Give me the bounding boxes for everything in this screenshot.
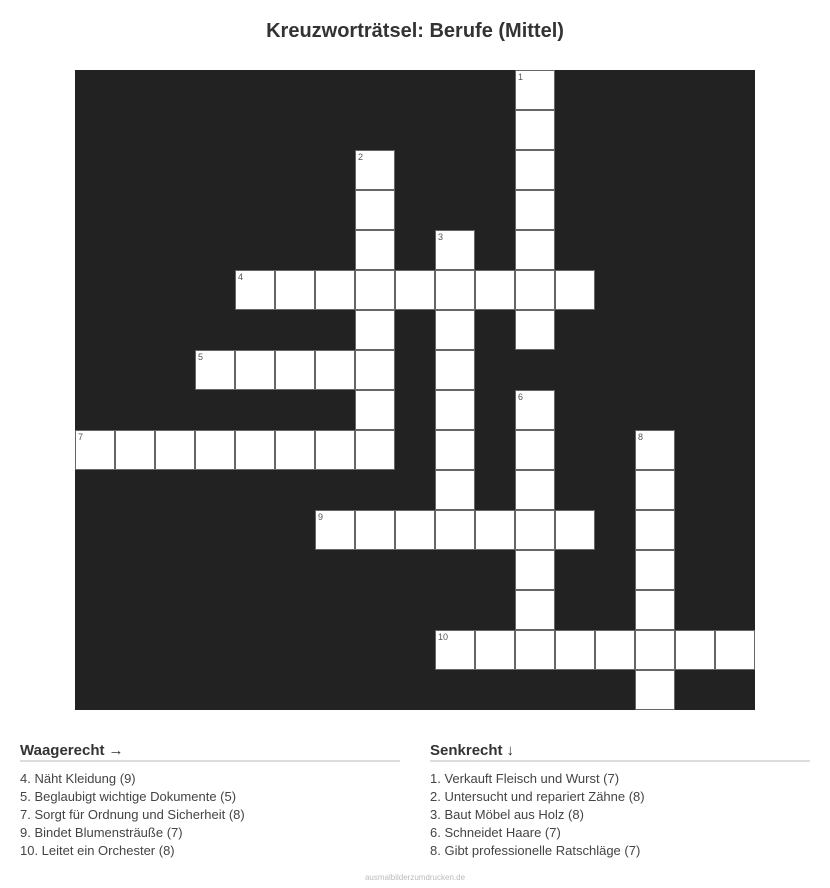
grid-cell[interactable] (235, 350, 275, 390)
clue-item: 6. Schneidet Haare (7) (430, 825, 561, 840)
grid-cell[interactable] (235, 430, 275, 470)
grid-cell[interactable] (115, 430, 155, 470)
clue-item: 10. Leitet ein Orchester (8) (20, 843, 175, 858)
clue-number: 9 (318, 512, 324, 522)
grid-cell[interactable] (315, 350, 355, 390)
clue-number: 7 (78, 432, 84, 442)
grid-cell[interactable] (635, 670, 675, 710)
grid-cell[interactable] (275, 430, 315, 470)
grid-cell[interactable] (395, 270, 435, 310)
grid-cell[interactable] (195, 350, 235, 390)
grid-cell[interactable] (75, 430, 115, 470)
across-heading-label: Waagerecht (20, 742, 105, 759)
grid-cell[interactable] (155, 430, 195, 470)
grid-cell[interactable] (635, 510, 675, 550)
grid-cell[interactable] (555, 630, 595, 670)
page-title: Kreuzworträtsel: Berufe (Mittel) (266, 20, 564, 42)
grid-cell[interactable] (275, 270, 315, 310)
grid-cell[interactable] (515, 590, 555, 630)
grid-cell[interactable] (435, 350, 475, 390)
grid-cell[interactable] (315, 430, 355, 470)
grid-cell[interactable] (475, 270, 515, 310)
grid-cell[interactable] (715, 630, 755, 670)
grid-cell[interactable] (355, 190, 395, 230)
grid-cell[interactable] (555, 510, 595, 550)
clue-number: 1 (518, 72, 524, 82)
clue-number: 2 (358, 152, 364, 162)
grid-cell[interactable] (355, 310, 395, 350)
across-clue-list (20, 770, 400, 860)
clue-number: 3 (438, 232, 444, 242)
grid-cell[interactable] (515, 510, 555, 550)
grid-cell[interactable] (515, 190, 555, 230)
grid-cell[interactable] (315, 510, 355, 550)
clue-item: 1. Verkauft Fleisch und Wurst (7) (430, 771, 620, 786)
grid-cell[interactable] (395, 510, 435, 550)
down-clues (430, 742, 810, 860)
grid-cell[interactable] (515, 70, 555, 110)
clue-item: 8. Gibt professionelle Ratschläge (7) (430, 843, 641, 858)
grid-cell[interactable] (355, 510, 395, 550)
across-clues (20, 742, 400, 860)
grid-cell[interactable] (515, 230, 555, 270)
right-arrow-icon: → (108, 742, 124, 759)
grid-cell[interactable] (515, 150, 555, 190)
grid-cell[interactable] (355, 430, 395, 470)
clue-number: 10 (438, 632, 449, 642)
grid-cell[interactable] (435, 270, 475, 310)
grid-cell[interactable] (355, 150, 395, 190)
grid-cell[interactable] (435, 230, 475, 270)
grid-cell[interactable] (515, 630, 555, 670)
grid-cell[interactable] (195, 430, 235, 470)
grid-cell[interactable] (515, 550, 555, 590)
grid-cell[interactable] (355, 390, 395, 430)
grid-cell[interactable] (635, 630, 675, 670)
clue-item: 2. Untersucht und repariert Zähne (8) (430, 789, 645, 804)
down-clue-list (430, 770, 810, 860)
grid-cell[interactable] (355, 350, 395, 390)
grid-cell[interactable] (515, 310, 555, 350)
grid-cell[interactable] (515, 270, 555, 310)
grid-cell[interactable] (595, 630, 635, 670)
grid-cell[interactable] (235, 270, 275, 310)
grid-cell[interactable] (635, 470, 675, 510)
clue-number: 5 (198, 352, 204, 362)
clue-number: 4 (238, 272, 244, 282)
grid-cell[interactable] (635, 430, 675, 470)
clue-number: 6 (518, 392, 524, 402)
grid-cell[interactable] (355, 270, 395, 310)
clue-item: 7. Sorgt für Ordnung und Sicherheit (8) (20, 807, 245, 822)
footer-credit: ausmalbilderzumdrucken.de (364, 873, 466, 882)
grid-cell[interactable] (475, 510, 515, 550)
grid-cell[interactable] (515, 390, 555, 430)
clue-number: 8 (638, 432, 644, 442)
grid-cell[interactable] (435, 430, 475, 470)
clue-item: 4. Näht Kleidung (9) (20, 771, 136, 786)
grid-cell[interactable] (435, 630, 475, 670)
down-heading-label: Senkrecht (430, 742, 503, 759)
grid-cell[interactable] (435, 510, 475, 550)
grid-cell[interactable] (275, 350, 315, 390)
down-heading (430, 742, 810, 762)
clue-item: 3. Baut Möbel aus Holz (8) (430, 807, 584, 822)
grid-cell[interactable] (555, 270, 595, 310)
grid-cell[interactable] (515, 470, 555, 510)
grid-cell[interactable] (475, 630, 515, 670)
grid-cell[interactable] (635, 590, 675, 630)
clue-item: 9. Bindet Blumensträuße (7) (20, 825, 183, 840)
crossword-grid (75, 70, 755, 710)
grid-cell[interactable] (435, 310, 475, 350)
grid-cell[interactable] (675, 630, 715, 670)
grid-cell[interactable] (515, 430, 555, 470)
grid-cell[interactable] (515, 110, 555, 150)
grid-cell[interactable] (315, 270, 355, 310)
grid-cell[interactable] (355, 230, 395, 270)
grid-cell[interactable] (435, 390, 475, 430)
grid-cell[interactable] (635, 550, 675, 590)
grid-cell[interactable] (435, 470, 475, 510)
down-arrow-icon: ↓ (506, 742, 515, 759)
clue-item: 5. Beglaubigt wichtige Dokumente (5) (20, 789, 237, 804)
across-heading (20, 742, 400, 762)
